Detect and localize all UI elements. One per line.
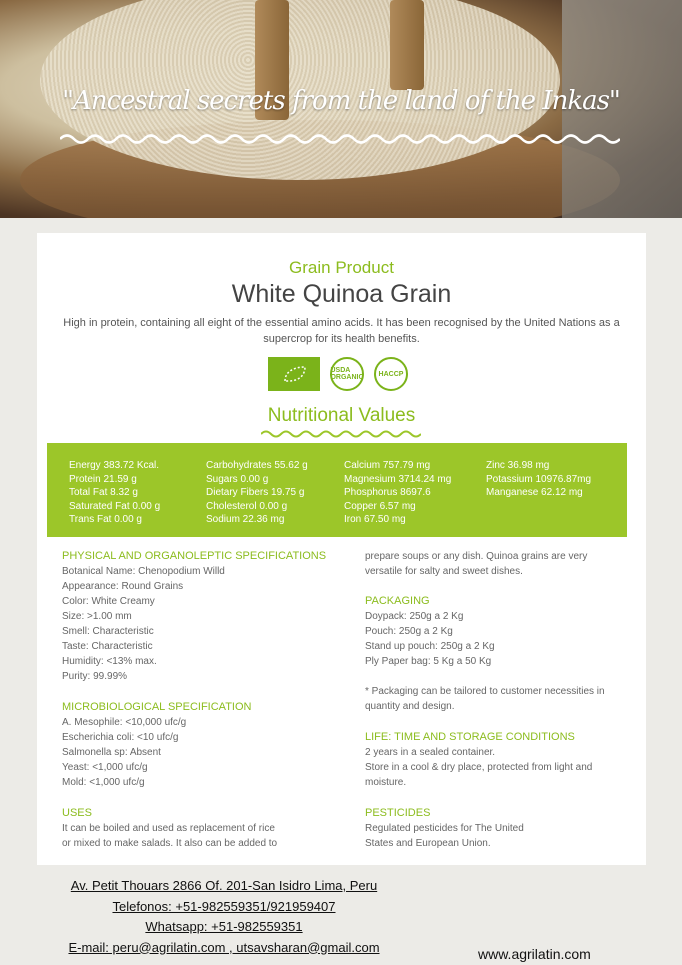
product-description: High in protein, containing all eight of the essential amino acids. It has been recognised by the United Nations as a supercrop for its health benefits. xyxy=(63,317,620,345)
spec-line: Botanical Name: Chenopodium Willd xyxy=(62,566,225,577)
nutrition-column xyxy=(486,459,591,500)
uses-continued xyxy=(365,549,637,579)
spec-note: quantity and design. xyxy=(365,701,455,712)
hero-banner xyxy=(0,0,682,218)
spec-line: It can be boiled and used as replacement of rice xyxy=(62,823,275,834)
nutrition-column xyxy=(69,459,160,527)
physical-specs-section xyxy=(62,549,352,684)
spec-line: Yeast: <1,000 ufc/g xyxy=(62,762,148,773)
spec-line: Size: >1.00 mm xyxy=(62,611,132,622)
eu-organic-leaf-icon xyxy=(268,357,320,391)
spec-line: or mixed to make salads. It also can be added to xyxy=(62,838,278,849)
pesticides-section xyxy=(365,806,637,851)
uses-section xyxy=(62,806,352,851)
nutrition-item: Dietary Fibers 19.75 g xyxy=(206,487,305,498)
nutrition-column xyxy=(206,459,308,527)
spec-line: versatile for salty and sweet dishes. xyxy=(365,566,523,577)
wooden-spoon-image xyxy=(390,0,424,90)
phone-link[interactable]: Telefonos: +51-982559351/921959407 xyxy=(112,898,336,914)
spec-line: prepare soups or any dish. Quinoa grains are very xyxy=(365,551,588,562)
product-card xyxy=(37,233,646,865)
decorative-wave xyxy=(261,429,421,439)
spec-line: Stand up pouch: 250g a 2 Kg xyxy=(365,641,495,652)
nutrition-item: Potassium 10976.87mg xyxy=(486,473,592,485)
nutrition-item: Carbohydrates 55.62 g xyxy=(206,460,308,471)
spec-line: Mold: <1,000 ufc/g xyxy=(62,777,145,788)
nutrition-item: Cholesterol 0.00 g xyxy=(206,500,288,512)
contact-block xyxy=(34,876,414,958)
nutrition-item: Phosphorus 8697.6 xyxy=(344,487,431,498)
nutrition-item: Manganese 62.12 mg xyxy=(486,487,583,498)
packaging-section xyxy=(365,594,637,714)
address-link[interactable]: Av. Petit Thouars 2866 Of. 201-San Isidro Lima, Peru xyxy=(70,878,378,893)
section-heading: USES xyxy=(62,807,92,819)
product-category: Grain Product xyxy=(289,258,394,277)
website-link[interactable]: www.agrilatin.com xyxy=(478,946,591,962)
nutritional-values-heading: Nutritional Values xyxy=(267,405,416,426)
section-heading: LIFE: TIME AND STORAGE CONDITIONS xyxy=(365,731,575,743)
usda-organic-seal: USDA ORGANIC xyxy=(330,357,364,391)
section-heading: PESTICIDES xyxy=(365,807,431,819)
microbiological-section xyxy=(62,700,352,790)
haccp-seal: HACCP xyxy=(374,357,408,391)
storage-section xyxy=(365,730,637,790)
spec-line: Humidity: <13% max. xyxy=(62,656,157,667)
nutrition-table xyxy=(47,443,627,537)
section-heading: PACKAGING xyxy=(365,595,430,607)
decorative-wave xyxy=(60,132,620,146)
nutrition-item: Zinc 36.98 mg xyxy=(486,460,550,471)
certification-logos xyxy=(268,357,408,391)
spec-line: States and European Union. xyxy=(365,838,491,849)
spec-line: Escherichia coli: <10 ufc/g xyxy=(62,732,179,743)
nutrition-item: Iron 67.50 mg xyxy=(344,514,406,525)
spec-line: Appearance: Round Grains xyxy=(62,581,184,592)
nutrition-item: Trans Fat 0.00 g xyxy=(69,514,142,525)
nutrition-item: Calcium 757.79 mg xyxy=(344,460,431,471)
section-heading: PHYSICAL AND ORGANOLEPTIC SPECIFICATIONS xyxy=(62,550,327,562)
spec-line: Color: White Creamy xyxy=(62,596,155,607)
spec-line: Pouch: 250g a 2 Kg xyxy=(365,626,453,637)
section-heading: MICROBIOLOGICAL SPECIFICATION xyxy=(62,701,252,713)
spec-line: Ply Paper bag: 5 Kg a 50 Kg xyxy=(365,656,492,667)
nutrition-item: Copper 6.57 mg xyxy=(344,500,416,512)
hero-tagline: "Ancestral secrets from the land of the Inkas" xyxy=(62,86,620,116)
spec-line: Purity: 99.99% xyxy=(62,671,128,682)
nutrition-item: Energy 383.72 Kcal. xyxy=(69,460,160,471)
spec-line: Regulated pesticides for The United xyxy=(365,823,524,834)
nutrition-column xyxy=(344,459,451,527)
spec-note: * Packaging can be tailored to customer necessities in xyxy=(365,686,605,697)
spec-line: moisture. xyxy=(365,777,407,788)
spec-line: Doypack: 250g a 2 Kg xyxy=(365,611,464,622)
nutrition-item: Saturated Fat 0.00 g xyxy=(69,500,161,512)
product-title: White Quinoa Grain xyxy=(231,280,452,308)
nutrition-item: Sodium 22.36 mg xyxy=(206,514,285,525)
nutrition-item: Magnesium 3714.24 mg xyxy=(344,473,452,485)
spec-line: Smell: Characteristic xyxy=(62,626,154,637)
spec-line: 2 years in a sealed container. xyxy=(365,747,496,758)
nutrition-item: Protein 21.59 g xyxy=(69,473,137,485)
nutrition-item: Sugars 0.00 g xyxy=(206,473,269,485)
spec-line: Salmonella sp: Absent xyxy=(62,747,161,758)
nutrition-item: Total Fat 8.32 g xyxy=(69,487,138,498)
email-link[interactable]: E-mail: peru@agrilatin.com , utsavsharan@gmail.com xyxy=(68,939,380,955)
spec-line: A. Mesophile: <10,000 ufc/g xyxy=(62,717,187,728)
spec-line: Taste: Characteristic xyxy=(62,641,153,652)
spec-line: Store in a cool & dry place, protected from light and xyxy=(365,762,593,773)
whatsapp-link[interactable]: Whatsapp: +51-982559351 xyxy=(145,919,303,934)
